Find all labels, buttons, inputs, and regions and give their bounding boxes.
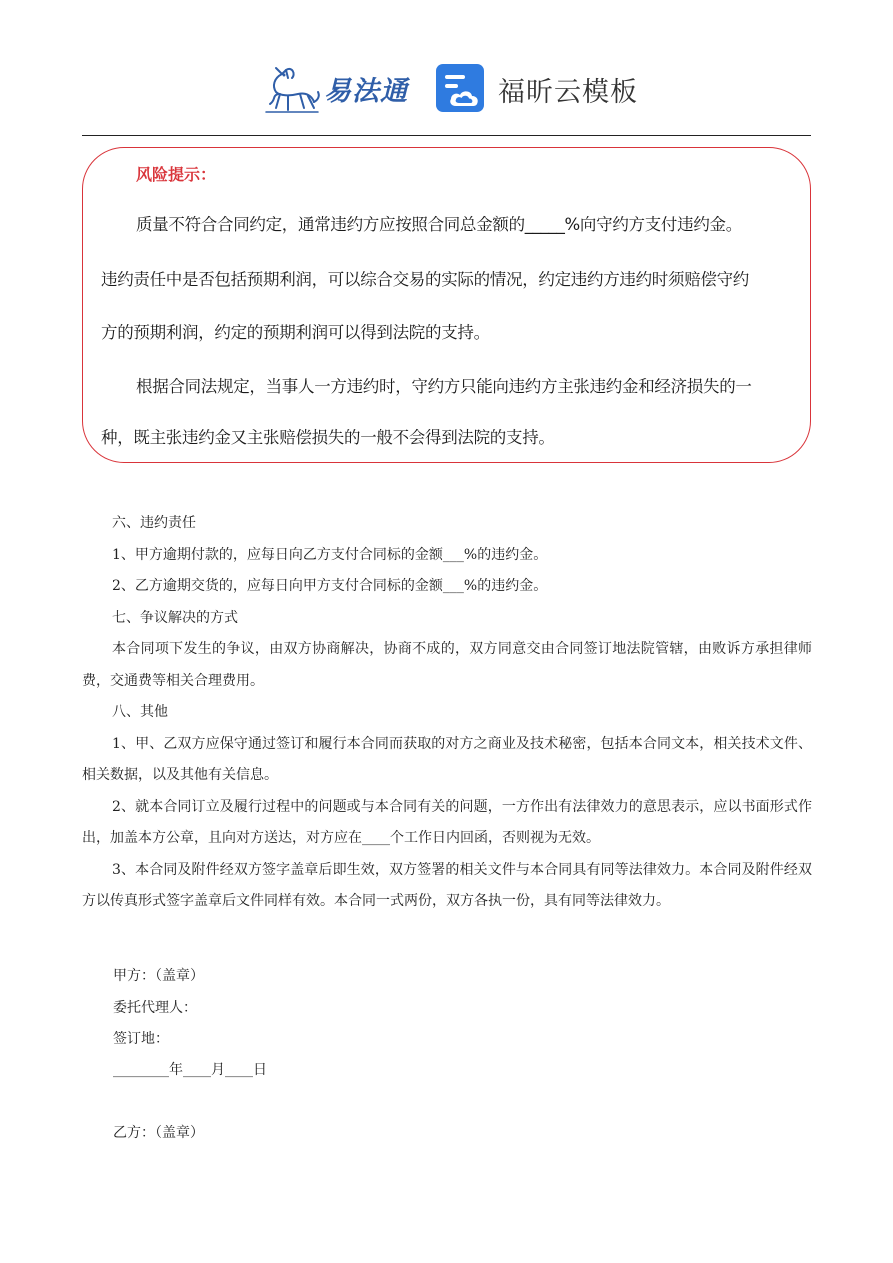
foxit-template-logo (436, 64, 638, 114)
section-heading: 八、其他 (112, 704, 168, 720)
clause: 2、就本合同订立及履行过程中的问题或与本合同有关的问题，一方作出有法律效力的意思表示，应以书面形式作出，加盖本方公章，且向对方送达，对方应在____个工作日内回函，否则视为无效。 (82, 798, 812, 846)
agent-label: 委托代理人： (113, 1000, 197, 1016)
risk-line: 种，既主张违约金又主张赔偿损失的一般不会得到法院的支持。 (101, 428, 555, 447)
party-a-label: 甲方：（盖章） (113, 968, 204, 984)
clause: 3、本合同及附件经双方签字盖章后即生效，双方签署的相关文件与本合同具有同等法律效力。本合同及附件经双方以传真形式签字盖章后文件同样有效。本合同一式两份，双方各执一份，具有同等法律效力。 (82, 861, 812, 909)
cloud-document-icon (436, 64, 486, 114)
header-divider (82, 135, 811, 136)
date-line: ________年____月____日 (113, 1062, 267, 1078)
unicorn-icon (262, 60, 322, 116)
clause: 本合同项下发生的争议，由双方协商解决，协商不成的，双方同意交由合同签订地法院管辖，由败诉方承担律师费，交通费等相关合理费用。 (82, 641, 812, 689)
clause: 1、甲方逾期付款的，应每日向乙方支付合同标的金额___%的违约金。 (112, 546, 548, 563)
contract-body (82, 508, 812, 918)
logo-left-text: 易法通 (324, 75, 408, 107)
risk-line: 违约责任中是否包括预期利润，可以综合交易的实际的情况，约定违约方违约时须赔偿守约 (101, 270, 750, 289)
clause: 1、甲、乙双方应保守通过签订和履行本合同而获取的对方之商业及技术秘密，包括本合同文本，相关技术文件、相关数据，以及其他有关信息。 (82, 735, 812, 783)
risk-line: 质量不符合合同约定，通常违约方应按照合同总金额的_____%向守约方支付违约金。 (136, 215, 742, 234)
party-b-label: 乙方：（盖章） (113, 1125, 204, 1141)
risk-title: 风险提示： (136, 165, 217, 184)
signing-place-label: 签订地： (113, 1031, 169, 1047)
logo-right-text: 福昕云模板 (498, 76, 638, 108)
clause: 2、乙方逾期交货的，应每日向甲方支付合同标的金额___%的违约金。 (112, 578, 548, 594)
risk-line: 根据合同法规定，当事人一方违约时，守约方只能向违约方主张违约金和经济损失的一 (136, 377, 752, 396)
section-heading: 六、违约责任 (112, 515, 196, 531)
section-heading: 七、争议解决的方式 (112, 609, 238, 626)
yifatong-logo (262, 60, 412, 116)
risk-line: 方的预期利润，约定的预期利润可以得到法院的支持。 (101, 323, 490, 342)
risk-warning-box (82, 147, 811, 463)
page-header (0, 56, 893, 126)
